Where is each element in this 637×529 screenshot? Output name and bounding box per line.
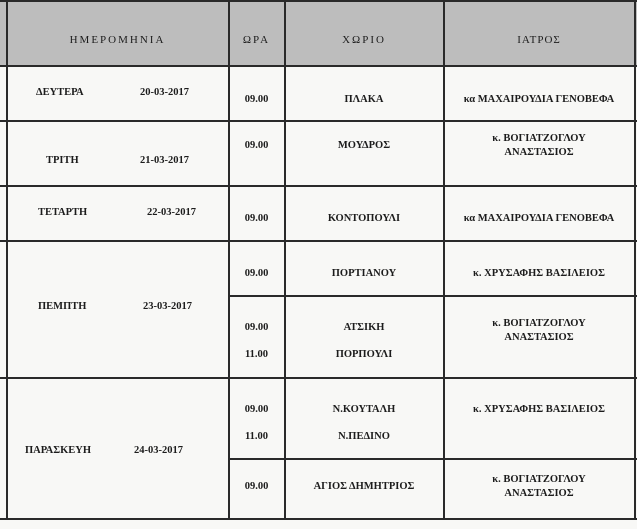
date-label: 20-03-2017: [140, 87, 189, 98]
rule: [228, 295, 637, 297]
visit-village: ΠΟΡΤΙΑΝΟΥ: [331, 268, 397, 279]
visit-village: Ν.ΠΕΔΙΝΟ: [338, 431, 390, 442]
date-label: 23-03-2017: [143, 301, 192, 312]
visit-time: 09.00: [244, 94, 269, 105]
date-label: 22-03-2017: [147, 207, 196, 218]
visit-doctor: ΑΝΑΣΤΑΣΙΟΣ: [504, 332, 574, 343]
visit-time: 09.00: [244, 268, 269, 279]
visit-time: 09.00: [244, 213, 269, 224]
rule: [0, 0, 637, 2]
visit-time: 09.00: [244, 140, 269, 151]
day-label: ΠΕΜΠΤΗ: [38, 301, 87, 312]
visit-village: Ν.ΚΟΥΤΑΛΗ: [332, 404, 396, 415]
rule: [0, 185, 637, 187]
day-label: ΤΕΤΑΡΤΗ: [38, 207, 88, 218]
visit-doctor: κ. ΒΟΓΙΑΤΖΟΓΛΟΥ: [492, 318, 586, 329]
header-date: ΗΜΕΡΟΜΗΝΙΑ: [69, 34, 166, 46]
header-time: ΩΡΑ: [242, 34, 271, 46]
date-label: 24-03-2017: [134, 445, 183, 456]
visit-village: ΑΓΙΟΣ ΔΗΜΗΤΡΙΟΣ: [313, 481, 415, 492]
header-row: [0, 0, 637, 65]
visit-time: 09.00: [244, 322, 269, 333]
visit-doctor: ΑΝΑΣΤΑΣΙΟΣ: [504, 488, 574, 499]
rule: [0, 65, 637, 67]
visit-time: 11.00: [244, 431, 269, 442]
visit-village: ΠΟΡΠΟΥΛΙ: [335, 349, 393, 360]
visit-time: 09.00: [244, 404, 269, 415]
visit-village: ΠΛΑΚΑ: [344, 94, 384, 105]
rule: [228, 458, 637, 460]
rule: [443, 0, 445, 519]
visit-doctor: ΑΝΑΣΤΑΣΙΟΣ: [504, 147, 574, 158]
visit-time: 09.00: [244, 481, 269, 492]
visit-doctor: κα ΜΑΧΑΙΡΟΥΔΙΑ ΓΕΝΟΒΕΦΑ: [463, 213, 615, 224]
header-doctor: ΙΑΤΡΟΣ: [517, 34, 561, 46]
rule: [0, 377, 637, 379]
visit-doctor: κ. ΧΡΥΣΑΦΗΣ ΒΑΣΙΛΕΙΟΣ: [473, 268, 605, 279]
day-label: ΔΕΥΤΕΡΑ: [36, 87, 84, 98]
rule: [0, 518, 637, 520]
visit-doctor: κα ΜΑΧΑΙΡΟΥΔΙΑ ΓΕΝΟΒΕΦΑ: [463, 94, 615, 105]
rule: [0, 240, 637, 242]
day-label: ΠΑΡΑΣΚΕΥΗ: [25, 445, 91, 456]
day-label: ΤΡΙΤΗ: [46, 155, 79, 166]
visit-doctor: κ. ΒΟΓΙΑΤΖΟΓΛΟΥ: [492, 474, 586, 485]
visit-village: ΚΟΝΤΟΠΟΥΛΙ: [327, 213, 401, 224]
header-village: ΧΩΡΙΟ: [342, 34, 386, 46]
rule: [634, 0, 636, 519]
visit-doctor: κ. ΒΟΓΙΑΤΖΟΓΛΟΥ: [492, 133, 586, 144]
visit-time: 11.00: [244, 349, 269, 360]
visit-village: ΜΟΥΔΡΟΣ: [337, 140, 391, 151]
rule: [6, 0, 8, 519]
rule: [0, 120, 637, 122]
date-label: 21-03-2017: [140, 155, 189, 166]
visit-doctor: κ. ΧΡΥΣΑΦΗΣ ΒΑΣΙΛΕΙΟΣ: [473, 404, 605, 415]
visit-village: ΑΤΣΙΚΗ: [343, 322, 385, 333]
